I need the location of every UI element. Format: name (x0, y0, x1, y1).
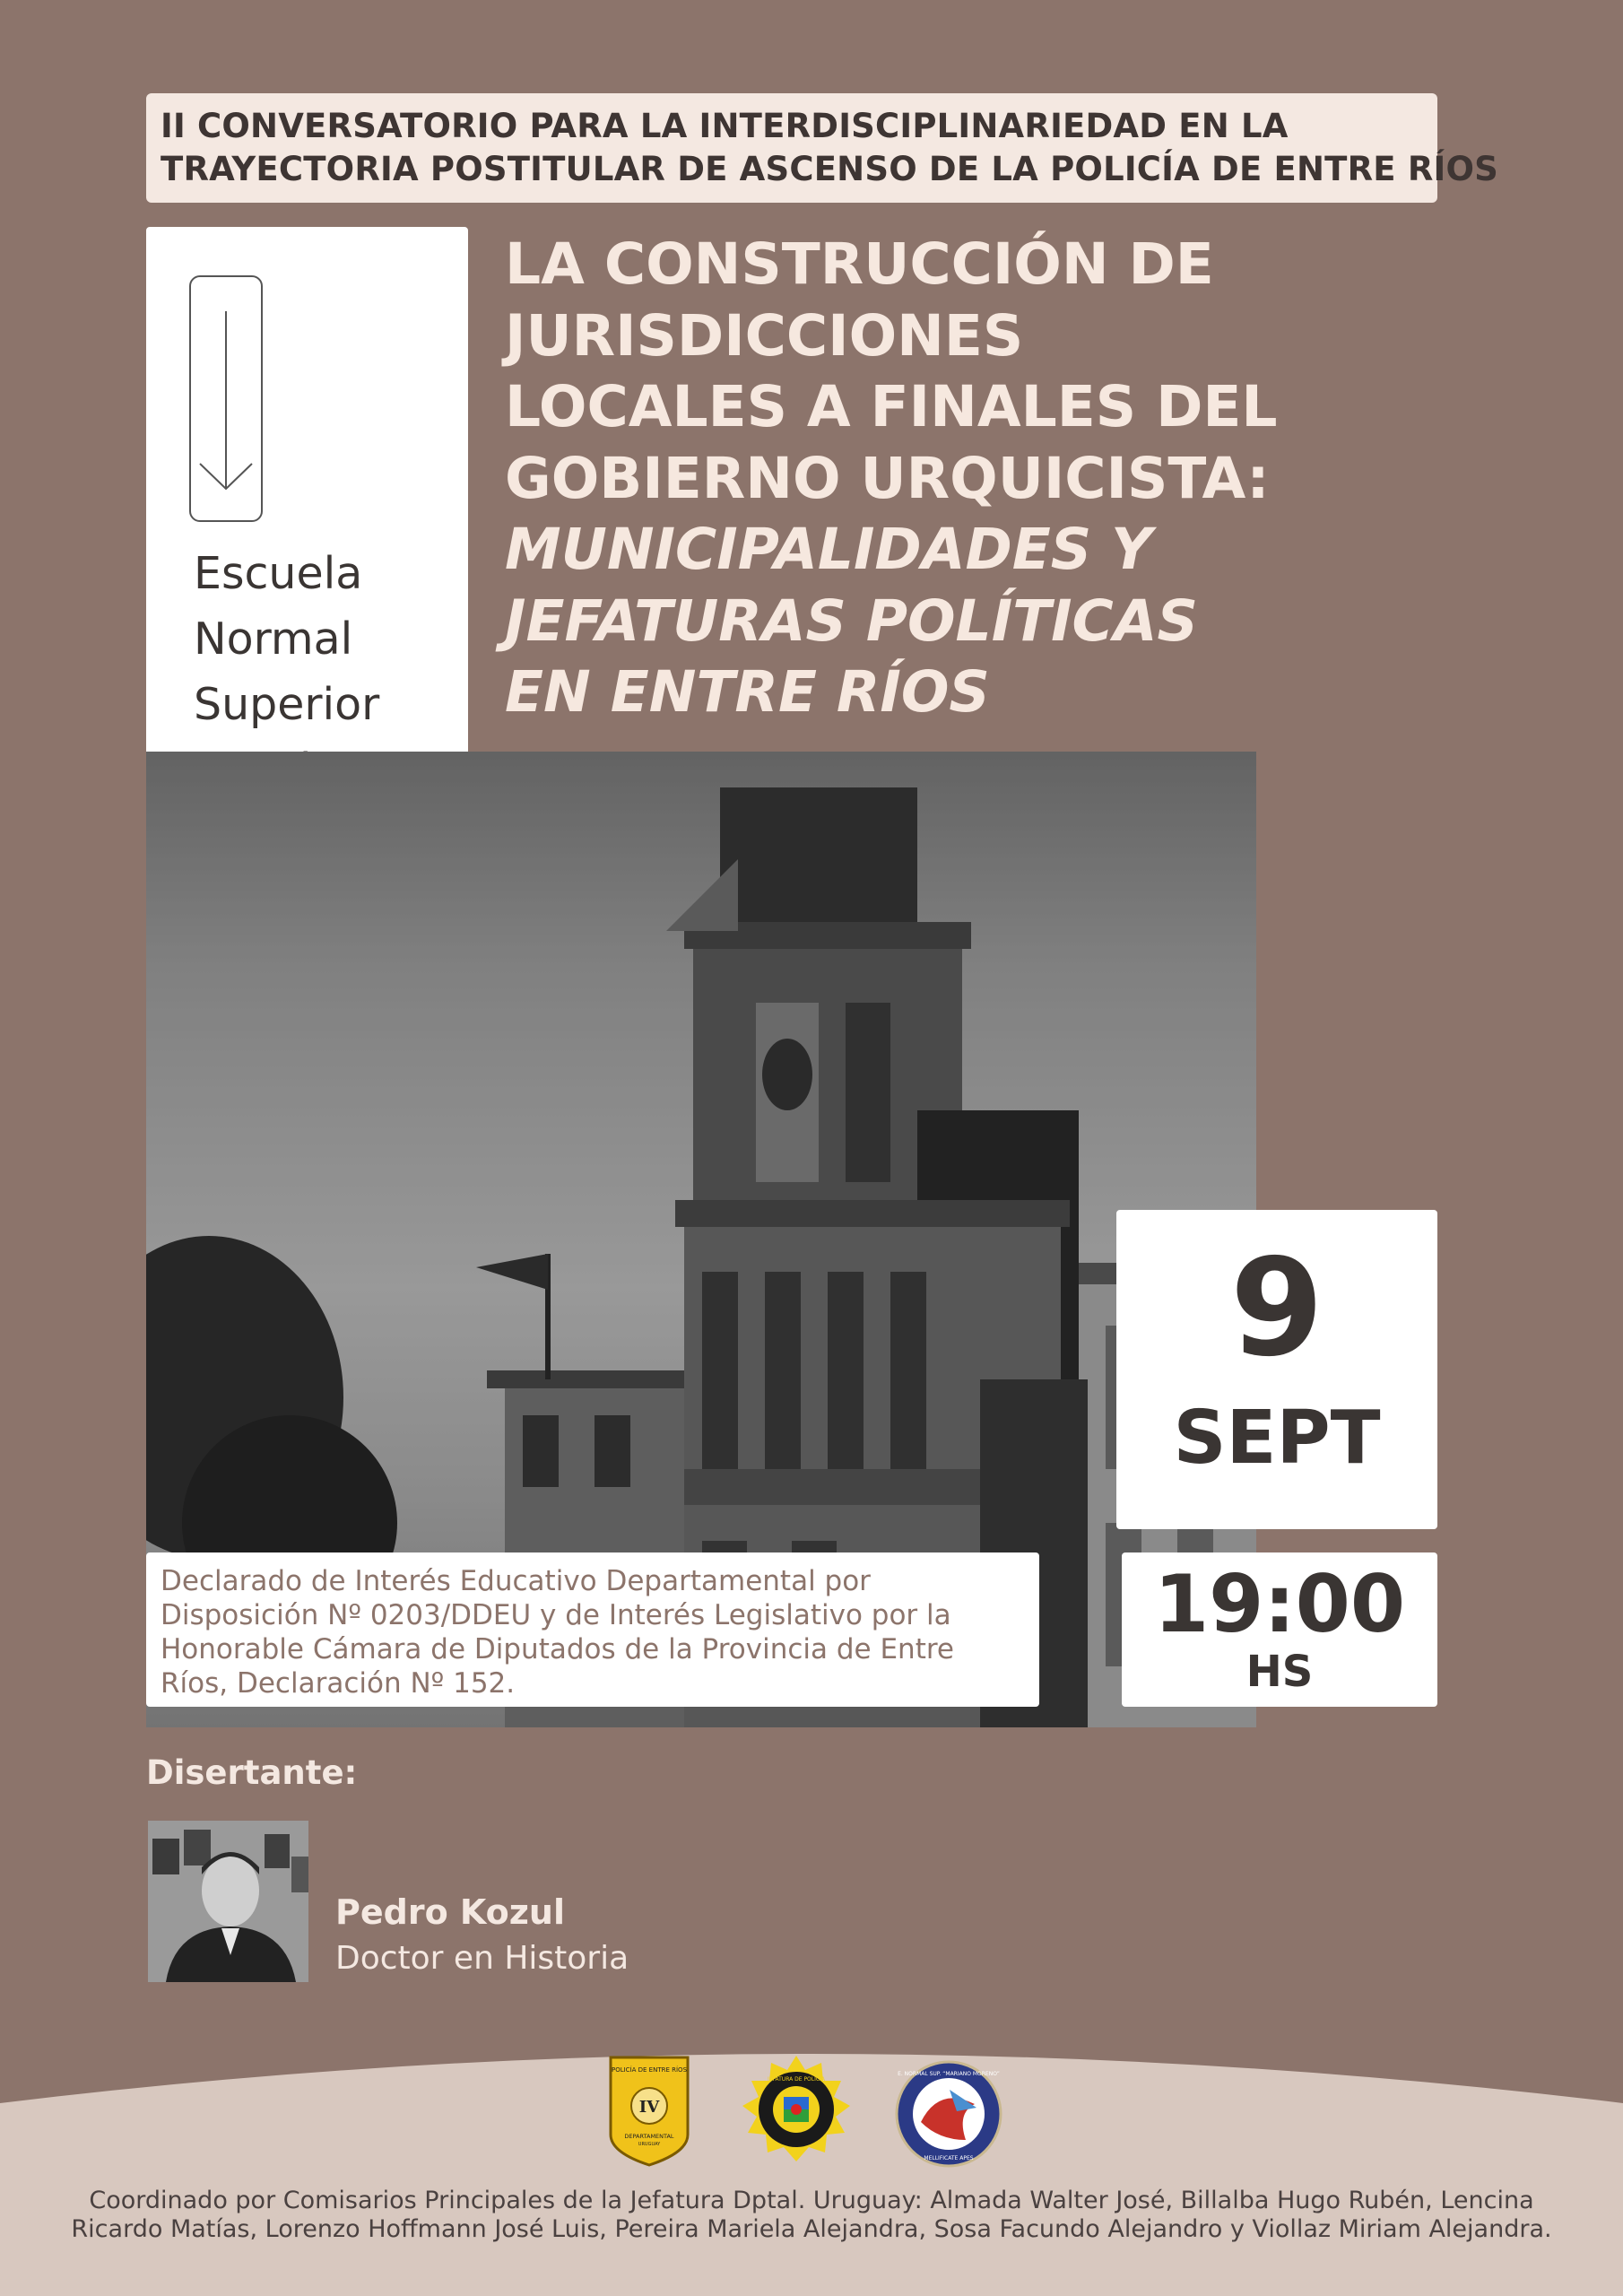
badge-top-text: POLICÍA DE ENTRE RÍOS (611, 2066, 688, 2074)
title-line: GOBIERNO URQUICISTA: (505, 445, 1270, 511)
badge-bottom-text: DEPARTAMENTAL (624, 2133, 674, 2140)
declaration-line: Declarado de Interés Educativo Departamental por (161, 1565, 871, 1597)
declaration-line: Honorable Cámara de Diputados de la Provincia de Entre (161, 1633, 954, 1665)
event-day: 9 (1229, 1231, 1324, 1387)
event-month: SEPT (1173, 1396, 1381, 1481)
footer-line-2: Ricardo Matías, Lorenzo Hoffmann José Luis, Pereira Mariela Alejandra, Sosa Facundo Alejandro y Viollaz Miriam Alejandra. (71, 2215, 1552, 2243)
arrow-down-icon (189, 275, 263, 522)
title-subtitle-line: MUNICIPALIDADES Y (505, 517, 1152, 582)
event-banner (146, 93, 1499, 203)
venue-line: Superior (194, 679, 380, 730)
coordinators-credit (36, 2187, 1587, 2244)
speaker-heading: Disertante: (146, 1753, 358, 1792)
footer-line-1: Coordinado por Comisarios Principales de la Jefatura Dptal. Uruguay: Almada Walter José, Billalba Hugo Rubén, Lencina (89, 2187, 1534, 2214)
jefatura-seal-logo (739, 2054, 854, 2169)
school-seal-text: E. NORMAL SUP. “MARIANO MORENO” (898, 2071, 1000, 2077)
title-subtitle-line: EN ENTRE RÍOS (505, 659, 990, 725)
badge-bottom-text-2: URUGUAY (638, 2142, 661, 2147)
speaker-avatar (148, 1821, 308, 1982)
school-seal-logo (894, 2059, 1003, 2169)
talk-title (505, 229, 1410, 728)
badge-numeral: IV (638, 2098, 660, 2117)
declaration-line: Disposición Nº 0203/DDEU y de Interés Legislativo por la (161, 1599, 951, 1631)
date-card (1116, 1210, 1437, 1529)
banner-line-2: TRAYECTORIA POSTITULAR DE ASCENSO DE LA POLICÍA DE ENTRE RÍOS (161, 150, 1499, 188)
title-line: JURISDICCIONES (505, 302, 1024, 369)
declaration-box (146, 1552, 1039, 1707)
venue-line: Escuela (194, 548, 363, 599)
banner-line-1: II CONVERSATORIO PARA LA INTERDISCIPLINARIEDAD EN LA (161, 107, 1289, 145)
declaration-line: Ríos, Declaración Nº 152. (161, 1667, 516, 1700)
police-badge-logo (607, 2052, 691, 2169)
school-seal-bottom: MELLIFICATE APES (924, 2155, 974, 2161)
speaker-role: Doctor en Historia (335, 1940, 629, 1977)
event-time: 19:00 (1153, 1558, 1406, 1650)
venue-line: Normal (194, 613, 353, 665)
title-line: LA CONSTRUCCIÓN DE (505, 231, 1214, 297)
event-time-unit: HS (1245, 1647, 1314, 1697)
time-card (1122, 1552, 1437, 1707)
title-subtitle-line: JEFATURAS POLÍTICAS (505, 587, 1198, 654)
title-line: LOCALES A FINALES DEL (505, 374, 1278, 439)
seal-text: JEFATURA DE POLICÍA (768, 2076, 825, 2083)
speaker-name: Pedro Kozul (335, 1892, 565, 1932)
